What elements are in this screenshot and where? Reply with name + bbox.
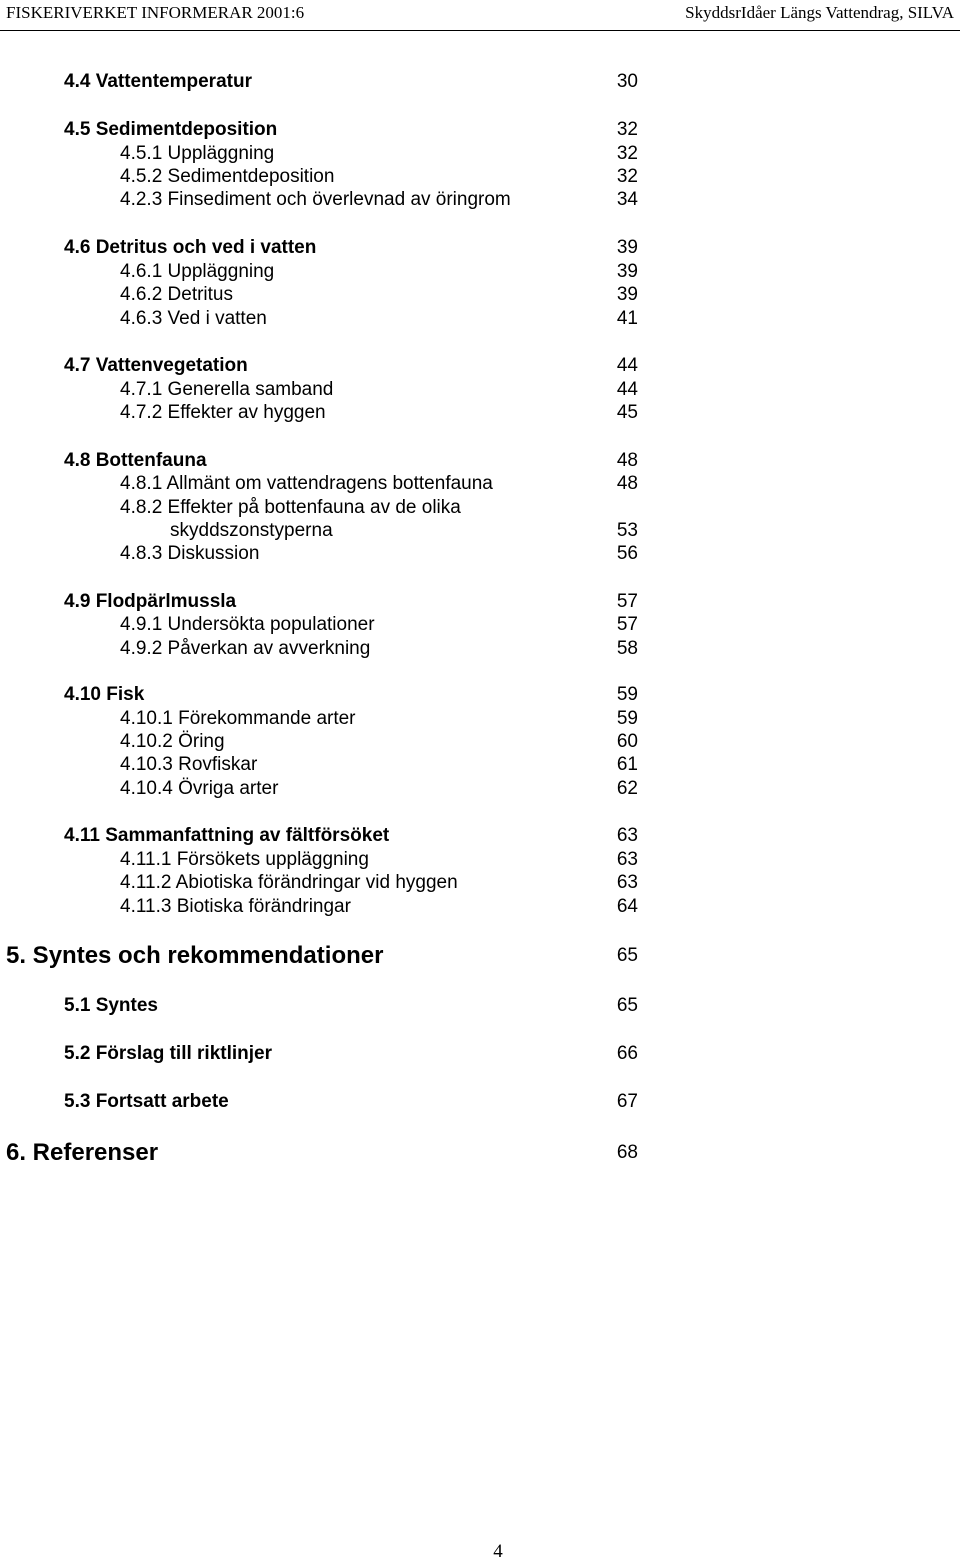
toc-entry-title: 4.5.2 Sedimentdeposition: [120, 166, 335, 187]
toc-entry-page: 57: [616, 614, 638, 635]
toc-entry-title: 4.6.3 Ved i vatten: [120, 308, 267, 329]
toc-entry-page: 67: [616, 1091, 638, 1112]
toc-entry-title: 4.8 Bottenfauna: [64, 450, 207, 471]
toc-entry-title: 4.5 Sedimentdeposition: [64, 119, 278, 140]
toc-section: [0, 236, 960, 260]
toc-entry-page: 39: [616, 237, 638, 258]
toc-entry-page: 62: [616, 778, 638, 799]
toc-subsection: [0, 165, 960, 189]
toc-entry-title: 5.2 Förslag till riktlinjer: [64, 1043, 273, 1064]
header-publication: FISKERIVERKET INFORMERAR 2001:6: [6, 3, 305, 22]
toc-section: [0, 824, 960, 848]
toc-section: [0, 354, 960, 378]
toc-entry-page: 44: [616, 355, 638, 376]
toc-entry-page: 45: [616, 402, 638, 423]
toc-section: [0, 1090, 960, 1114]
toc-subsection: [0, 542, 960, 566]
toc-subsection: [0, 283, 960, 307]
toc-entry-title: 4.10.3 Rovfiskar: [120, 754, 258, 775]
toc-entry-title: 4.8.2 Effekter på bottenfauna av de olika: [120, 497, 461, 518]
toc-subsection: [0, 307, 960, 331]
toc-entry-page: 56: [616, 543, 638, 564]
toc-section: [0, 994, 960, 1018]
toc-subsection: [0, 142, 960, 166]
toc-subsection: [0, 637, 960, 661]
toc-subsection: [0, 188, 960, 212]
toc-subsection: [0, 260, 960, 284]
toc-entry-title: 5. Syntes och rekommendationer: [6, 942, 384, 969]
toc-entry-page: 44: [616, 379, 638, 400]
toc-entry-page: 32: [616, 143, 638, 164]
toc-entry-page: 68: [616, 1142, 638, 1163]
toc-entry-page: 65: [616, 995, 638, 1016]
toc-subsection: [0, 496, 960, 520]
toc-entry-title: 4.8.1 Allmänt om vattendragens bottenfauna: [120, 473, 493, 494]
toc-subsection: [0, 472, 960, 496]
toc-entry-title: 6. Referenser: [6, 1139, 159, 1166]
toc-entry-page: 39: [616, 261, 638, 282]
toc-subsection-continuation: [0, 519, 960, 543]
page-number: 4: [493, 1541, 503, 1562]
toc-subsection: [0, 895, 960, 919]
toc-entry-page: 48: [616, 450, 638, 471]
toc-subsection: [0, 613, 960, 637]
toc-entry-page: 39: [616, 284, 638, 305]
toc-entry-title: 5.3 Fortsatt arbete: [64, 1091, 229, 1112]
toc-chapter: [0, 941, 960, 971]
toc-entry-title: 4.10 Fisk: [64, 684, 145, 705]
toc-entry-title: 4.10.4 Övriga arter: [120, 778, 279, 799]
toc-section: [0, 590, 960, 614]
toc-entry-title: 4.4 Vattentemperatur: [64, 71, 252, 92]
toc-entry-page: 63: [616, 825, 638, 846]
toc-entry-page: 61: [616, 754, 638, 775]
toc-entry-title: 4.6.1 Uppläggning: [120, 261, 275, 282]
toc-entry-title: 4.9.2 Påverkan av avverkning: [120, 638, 371, 659]
toc-entry-title: 4.9 Flodpärlmussla: [64, 591, 237, 612]
toc-entry-page: 34: [616, 189, 638, 210]
toc-entry-page: 41: [616, 308, 638, 329]
toc-entry-title: 4.10.2 Öring: [120, 731, 225, 752]
toc-subsection: [0, 378, 960, 402]
toc-entry-title: 4.11.1 Försökets uppläggning: [120, 849, 369, 870]
toc-entry-page: 48: [616, 473, 638, 494]
toc-entry-page: 63: [616, 849, 638, 870]
toc-entry-page: 66: [616, 1043, 638, 1064]
toc-entry-page: 32: [616, 119, 638, 140]
toc-subsection: [0, 848, 960, 872]
toc-entry-page: 64: [616, 896, 638, 917]
toc-section: [0, 118, 960, 142]
header-title: SkyddsrIdåer Längs Vattendrag, SILVA: [685, 3, 954, 22]
toc-entry-title: 4.11.3 Biotiska förändringar: [120, 896, 351, 917]
toc-entry-page: 60: [616, 731, 638, 752]
toc-entry-title: 4.10.1 Förekommande arter: [120, 708, 356, 729]
toc-subsection: [0, 401, 960, 425]
toc-entry-page: 53: [616, 520, 638, 541]
toc-section: [0, 70, 960, 94]
toc-entry-title: 4.6.2 Detritus: [120, 284, 233, 305]
toc-entry-title: 4.2.3 Finsediment och överlevnad av öringrom: [120, 189, 511, 210]
toc-entry-page: 57: [616, 591, 638, 612]
toc-entry-title: 4.7.1 Generella samband: [120, 379, 334, 400]
toc-chapter: [0, 1138, 960, 1168]
toc-entry-title: 4.7.2 Effekter av hyggen: [120, 402, 326, 423]
toc-subsection: [0, 777, 960, 801]
toc-entry-title: skyddszonstyperna: [170, 520, 333, 541]
toc-entry-title: 4.8.3 Diskussion: [120, 543, 260, 564]
toc-entry-page: 59: [616, 684, 638, 705]
toc-subsection: [0, 730, 960, 754]
toc-entry-title: 4.11.2 Abiotiska förändringar vid hyggen: [120, 872, 458, 893]
toc-entry-page: 63: [616, 872, 638, 893]
toc-subsection: [0, 871, 960, 895]
toc-subsection: [0, 753, 960, 777]
toc-entry-title: 4.7 Vattenvegetation: [64, 355, 248, 376]
toc-entry-page: 65: [616, 945, 638, 966]
toc-entry-title: 4.6 Detritus och ved i vatten: [64, 237, 317, 258]
toc-section: [0, 683, 960, 707]
toc-entry-page: 32: [616, 166, 638, 187]
toc-section: [0, 1042, 960, 1066]
toc-entry-page: 59: [616, 708, 638, 729]
toc-section: [0, 449, 960, 473]
toc-entry-page: 58: [616, 638, 638, 659]
toc-entry-title: 4.9.1 Undersökta populationer: [120, 614, 375, 635]
toc-subsection: [0, 707, 960, 731]
toc-entry-title: 4.11 Sammanfattning av fältförsöket: [64, 825, 390, 846]
toc-entry-title: 4.5.1 Uppläggning: [120, 143, 275, 164]
toc-entry-title: 5.1 Syntes: [64, 995, 158, 1016]
toc-entry-page: 30: [616, 71, 638, 92]
